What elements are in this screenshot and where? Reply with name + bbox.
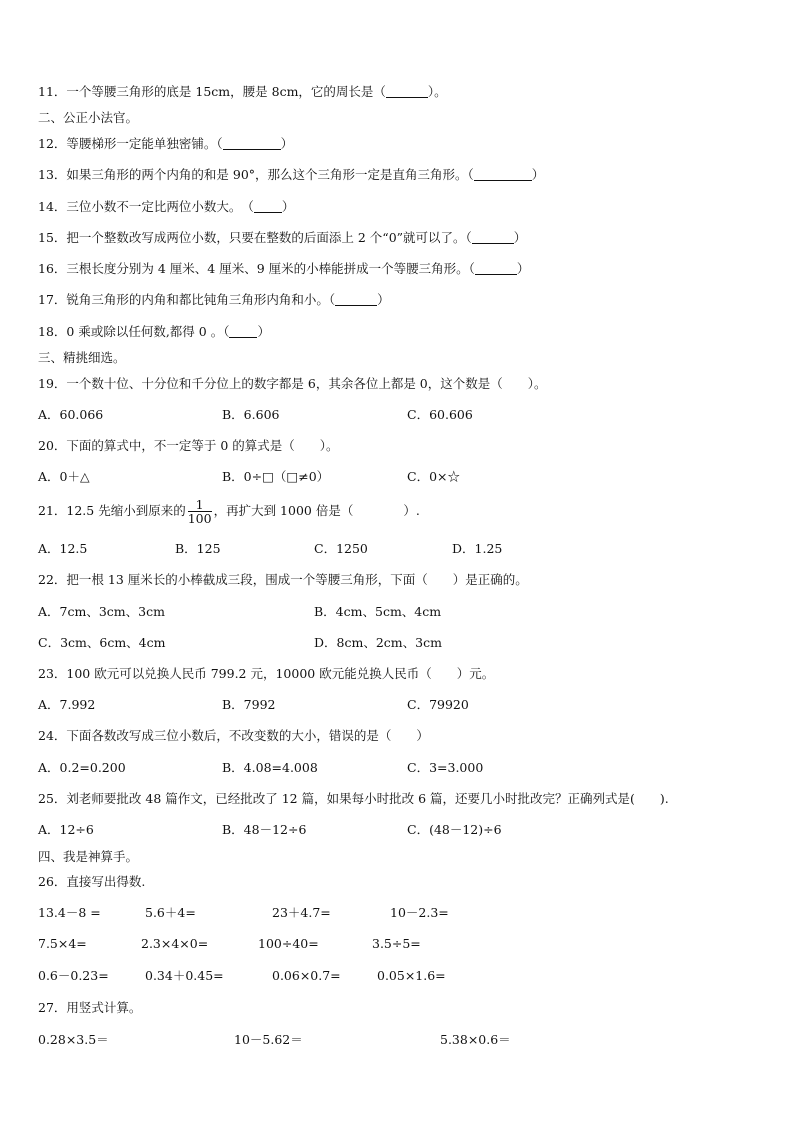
q24-option-c[interactable]: C．3=3.000 [407, 760, 484, 775]
question-27: 27．用竖式计算。 [38, 1000, 142, 1015]
calc-item: 2.3×4×0= [141, 936, 209, 951]
fraction-numerator: 1 [188, 498, 212, 512]
calc-item: 0.06×0.7= [272, 968, 341, 983]
q24-option-b[interactable]: B．4.08=4.008 [222, 760, 318, 775]
column-calc-item: 0.28×3.5＝ [38, 1032, 109, 1047]
question-number: 11． [38, 84, 67, 99]
question-text: 等腰梯形一定能单独密铺。（ [66, 136, 223, 151]
q22-option-d[interactable]: D．8cm、2cm、3cm [314, 635, 442, 650]
calc-item: 0.6－0.23= [38, 968, 109, 983]
question-19: 19．一个数十位、十分位和千分位上的数字都是 6，其余各位上都是 0，这个数是（ ）。 [38, 376, 547, 391]
q24-option-a[interactable]: A．0.2=0.200 [38, 760, 126, 775]
question-text-end: ） [531, 167, 545, 182]
question-26: 26．直接写出得数. [38, 874, 146, 889]
calc-item: 100÷40= [258, 936, 319, 951]
question-22: 22．把一根 13 厘米长的小棒截成三段，围成一个等腰三角形，下面（ ）是正确的。 [38, 572, 528, 587]
answer-blank[interactable] [254, 200, 282, 213]
question-text: 一个等腰三角形的底是 15cm，腰是 8cm，它的周长是（ [66, 84, 386, 99]
question-text: 21．12.5 先缩小到原来的 [38, 503, 186, 518]
question-20: 20．下面的算式中，不一定等于 0 的算式是（ ）。 [38, 438, 339, 453]
question-15 [38, 230, 526, 246]
question-text-end: ） [516, 261, 530, 276]
calc-item: 23＋4.7= [272, 905, 331, 920]
fraction [188, 498, 212, 525]
q25-option-a[interactable]: A．12÷6 [38, 822, 94, 837]
answer-blank[interactable] [335, 293, 377, 306]
fraction-denominator: 100 [187, 511, 212, 526]
calc-item: 10－2.3= [390, 905, 449, 920]
q21-option-b[interactable]: B．125 [175, 541, 221, 556]
question-text-end: ） [280, 136, 294, 151]
column-calc-item: 5.38×0.6＝ [440, 1032, 511, 1047]
question-text-end: ） [257, 324, 270, 339]
question-text-end: ） [513, 230, 527, 245]
calc-item: 7.5×4= [38, 936, 87, 951]
answer-blank[interactable] [386, 85, 428, 98]
calc-item: 13.4－8 = [38, 905, 101, 920]
calc-item: 0.34＋0.45= [145, 968, 224, 983]
section-heading-4: 四、我是神算手。 [38, 849, 139, 864]
question-text: 锐角三角形的内角和都比钝角三角形内角和小。（ [66, 292, 336, 307]
question-24: 24．下面各数改写成三位小数后，不改变数的大小，错误的是（ ） [38, 728, 429, 743]
question-25: 25．刘老师要批改 48 篇作文，已经批改了 12 篇，如果每小时批改 6 篇，还要几小时批改完？正确列式是( ). [38, 791, 669, 806]
section-heading-2: 二、公正小法官。 [38, 110, 139, 125]
q20-option-c[interactable]: C．0×☆ [407, 469, 460, 484]
question-13 [38, 167, 544, 183]
question-number: 15． [38, 230, 67, 245]
q20-option-b[interactable]: B．0÷□（□≠0） [222, 469, 330, 484]
answer-blank[interactable] [475, 262, 517, 275]
q19-option-a[interactable]: A．60.066 [38, 407, 104, 422]
calc-item: 0.05×1.6= [377, 968, 446, 983]
q20-option-a[interactable]: A．0＋△ [38, 469, 90, 484]
question-text-end: ，再扩大到 1000 倍是（ ）. [213, 503, 420, 518]
question-text-end: ） [281, 199, 295, 214]
question-number: 12． [38, 136, 67, 151]
question-text: 三根长度分别为 4 厘米、4 厘米、9 厘米的小棒能拼成一个等腰三角形。（ [66, 261, 475, 276]
question-16 [38, 261, 529, 277]
q25-option-b[interactable]: B．48－12÷6 [222, 822, 307, 837]
question-18 [38, 324, 270, 340]
q19-option-c[interactable]: C．60.606 [407, 407, 473, 422]
question-text: 把一个整数改写成两位小数，只要在整数的后面添上 2 个“0”就可以了。（ [66, 230, 472, 245]
q19-option-b[interactable]: B．6.606 [222, 407, 280, 422]
column-calc-item: 10－5.62＝ [234, 1032, 303, 1047]
question-text-end: ）。 [427, 84, 447, 99]
question-12 [38, 136, 293, 152]
q21-option-a[interactable]: A．12.5 [38, 541, 88, 556]
question-17 [38, 292, 390, 308]
question-text: 如果三角形的两个内角的和是 90°，那么这个三角形一定是直角三角形。（ [66, 167, 474, 182]
question-number: 14． [38, 199, 67, 214]
question-21 [38, 496, 420, 526]
q23-option-b[interactable]: B．7992 [222, 697, 276, 712]
question-11 [38, 84, 447, 100]
question-14 [38, 199, 294, 215]
question-23: 23．100 欧元可以兑换人民币 799.2 元，10000 欧元能兑换人民币（ ）元。 [38, 666, 495, 681]
calc-item: 5.6＋4= [145, 905, 196, 920]
section-heading-3: 三、精挑细选。 [38, 350, 126, 365]
q22-option-a[interactable]: A．7cm、3cm、3cm [38, 604, 165, 619]
q22-option-b[interactable]: B．4cm、5cm、4cm [314, 604, 442, 619]
question-number: 16． [38, 261, 67, 276]
question-text: 0 乘或除以任何数,都得 0 。（ [66, 324, 230, 339]
question-number: 18． [38, 324, 67, 339]
q23-option-c[interactable]: C．79920 [407, 697, 469, 712]
q21-option-d[interactable]: D．1.25 [452, 541, 503, 556]
question-number: 17． [38, 292, 67, 307]
question-text-end: ） [377, 292, 390, 307]
question-number: 13． [38, 167, 67, 182]
answer-blank[interactable] [223, 137, 281, 150]
answer-blank[interactable] [474, 168, 532, 181]
calc-item: 3.5÷5= [372, 936, 421, 951]
q23-option-a[interactable]: A．7.992 [38, 697, 96, 712]
q21-option-c[interactable]: C．1250 [314, 541, 368, 556]
q22-option-c[interactable]: C．3cm、6cm、4cm [38, 635, 166, 650]
answer-blank[interactable] [472, 231, 514, 244]
answer-blank[interactable] [229, 325, 257, 338]
question-text: 三位小数不一定比两位小数大。 （ [66, 199, 254, 214]
q25-option-c[interactable]: C．(48－12)÷6 [407, 822, 502, 837]
